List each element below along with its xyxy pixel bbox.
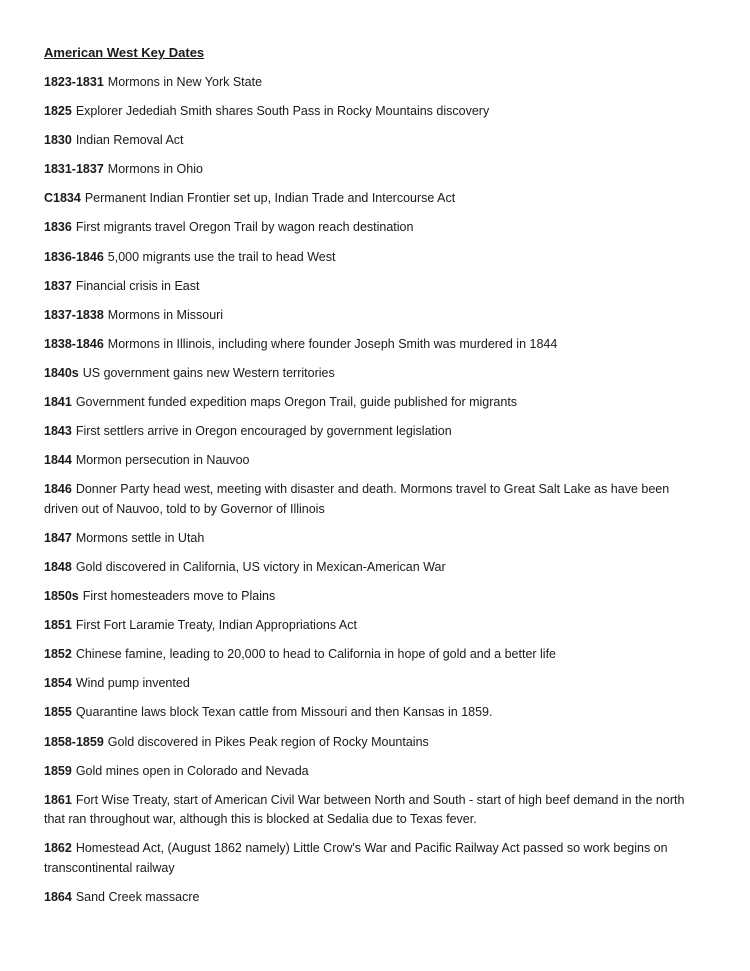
entry-text: Chinese famine, leading to 20,000 to head to California in hope of gold and a better life: [75, 647, 557, 662]
entry-date: 1841: [44, 395, 72, 410]
entry-date: 1859: [44, 763, 72, 778]
entry-text: 5,000 migrants use the trail to head West: [107, 249, 336, 264]
timeline-entry: [44, 277, 704, 297]
entry-text: Explorer Jedediah Smith shares South Pass in Rocky Mountains discovery: [75, 104, 490, 119]
timeline-entry: [44, 248, 704, 268]
timeline-entry: [44, 480, 704, 519]
entry-date: 1838-1846: [44, 336, 104, 351]
entry-date: 1855: [44, 705, 72, 720]
timeline-entry: [44, 791, 704, 830]
entry-date: 1840s: [44, 365, 79, 380]
entry-text: Mormon persecution in Nauvoo: [75, 453, 250, 468]
entry-text: Indian Removal Act: [75, 133, 184, 148]
entry-text: Financial crisis in East: [75, 278, 200, 293]
entry-date: 1837-1838: [44, 307, 104, 322]
entry-date: 1831-1837: [44, 162, 104, 177]
entry-date: 1823-1831: [44, 75, 104, 89]
timeline-entry: [44, 102, 704, 122]
timeline-entry: [44, 616, 704, 636]
timeline-list: [44, 73, 704, 907]
timeline-entry: [44, 839, 704, 878]
entry-text: First homesteaders move to Plains: [82, 589, 276, 604]
entry-text: Mormons in Ohio: [107, 162, 203, 177]
timeline-entry: [44, 733, 704, 753]
timeline-entry: [44, 529, 704, 549]
entry-date: 1825: [44, 104, 72, 119]
timeline-entry: [44, 645, 704, 665]
entry-date: 1830: [44, 133, 72, 148]
entry-text: Mormons settle in Utah: [75, 530, 205, 545]
entry-text: First Fort Laramie Treaty, Indian Appropriations Act: [75, 618, 357, 633]
entry-date: 1836-1846: [44, 249, 104, 264]
timeline-entry: [44, 189, 704, 209]
entry-text: Gold mines open in Colorado and Nevada: [75, 763, 309, 778]
timeline-entry: [44, 703, 704, 723]
entry-date: 1854: [44, 676, 72, 691]
entry-text: Gold discovered in Pikes Peak region of Rocky Mountains: [107, 734, 429, 749]
entry-date: 1843: [44, 424, 72, 439]
timeline-entry: [44, 558, 704, 578]
entry-text: Mormons in New York State: [107, 75, 263, 89]
document-title: American West Key Dates: [44, 45, 205, 60]
entry-text: US government gains new Western territories: [82, 365, 335, 380]
timeline-entry: [44, 587, 704, 607]
timeline-entry: [44, 888, 704, 908]
entry-text: Fort Wise Treaty, start of American Civil War between North and South - start of high beef demand in the north that ran throughout war, although this is blocked at Sedalia due to Texas fever.: [44, 792, 685, 827]
entry-date: 1848: [44, 560, 72, 574]
timeline-entry: [44, 674, 704, 694]
entry-date: C1834: [44, 191, 81, 206]
entry-text: Quarantine laws block Texan cattle from Missouri and then Kansas in 1859.: [75, 705, 493, 720]
entry-text: First migrants travel Oregon Trail by wagon reach destination: [75, 220, 414, 235]
timeline-entry: [44, 73, 704, 93]
entry-text: Homestead Act, (August 1862 namely) Little Crow's War and Pacific Railway Act passed so work begins on transcontinental railway: [44, 841, 668, 875]
timeline-entry: [44, 422, 704, 442]
entry-text: Mormons in Illinois, including where founder Joseph Smith was murdered in 1844: [107, 336, 558, 351]
timeline-entry: [44, 218, 704, 238]
document-page: [44, 44, 704, 917]
timeline-entry: [44, 306, 704, 326]
entry-text: Wind pump invented: [75, 676, 190, 691]
entry-date: 1858-1859: [44, 734, 104, 749]
entry-date: 1836: [44, 220, 72, 235]
entry-date: 1864: [44, 889, 72, 904]
timeline-entry: [44, 762, 704, 782]
entry-date: 1850s: [44, 589, 79, 604]
entry-text: Sand Creek massacre: [75, 889, 200, 904]
entry-text: First settlers arrive in Oregon encouraged by government legislation: [75, 424, 452, 439]
entry-text: Gold discovered in California, US victory in Mexican-American War: [75, 560, 446, 574]
timeline-entry: [44, 364, 704, 384]
timeline-entry: [44, 160, 704, 180]
entry-date: 1852: [44, 647, 72, 662]
entry-date: 1846: [44, 482, 72, 497]
entry-date: 1847: [44, 530, 72, 545]
entry-date: 1851: [44, 618, 72, 633]
entry-date: 1862: [44, 841, 72, 856]
timeline-entry: [44, 131, 704, 151]
entry-date: 1837: [44, 278, 72, 293]
entry-date: 1861: [44, 792, 72, 807]
entry-text: Mormons in Missouri: [107, 307, 224, 322]
entry-text: Donner Party head west, meeting with disaster and death. Mormons travel to Great Salt Lake as have been driven out of Nauvoo, told to by Governor of Illinois: [44, 482, 670, 516]
entry-text: Government funded expedition maps Oregon Trail, guide published for migrants: [75, 395, 518, 410]
entry-text: Permanent Indian Frontier set up, Indian Trade and Intercourse Act: [84, 191, 456, 206]
timeline-entry: [44, 335, 704, 355]
timeline-entry: [44, 393, 704, 413]
timeline-entry: [44, 451, 704, 471]
entry-date: 1844: [44, 453, 72, 468]
